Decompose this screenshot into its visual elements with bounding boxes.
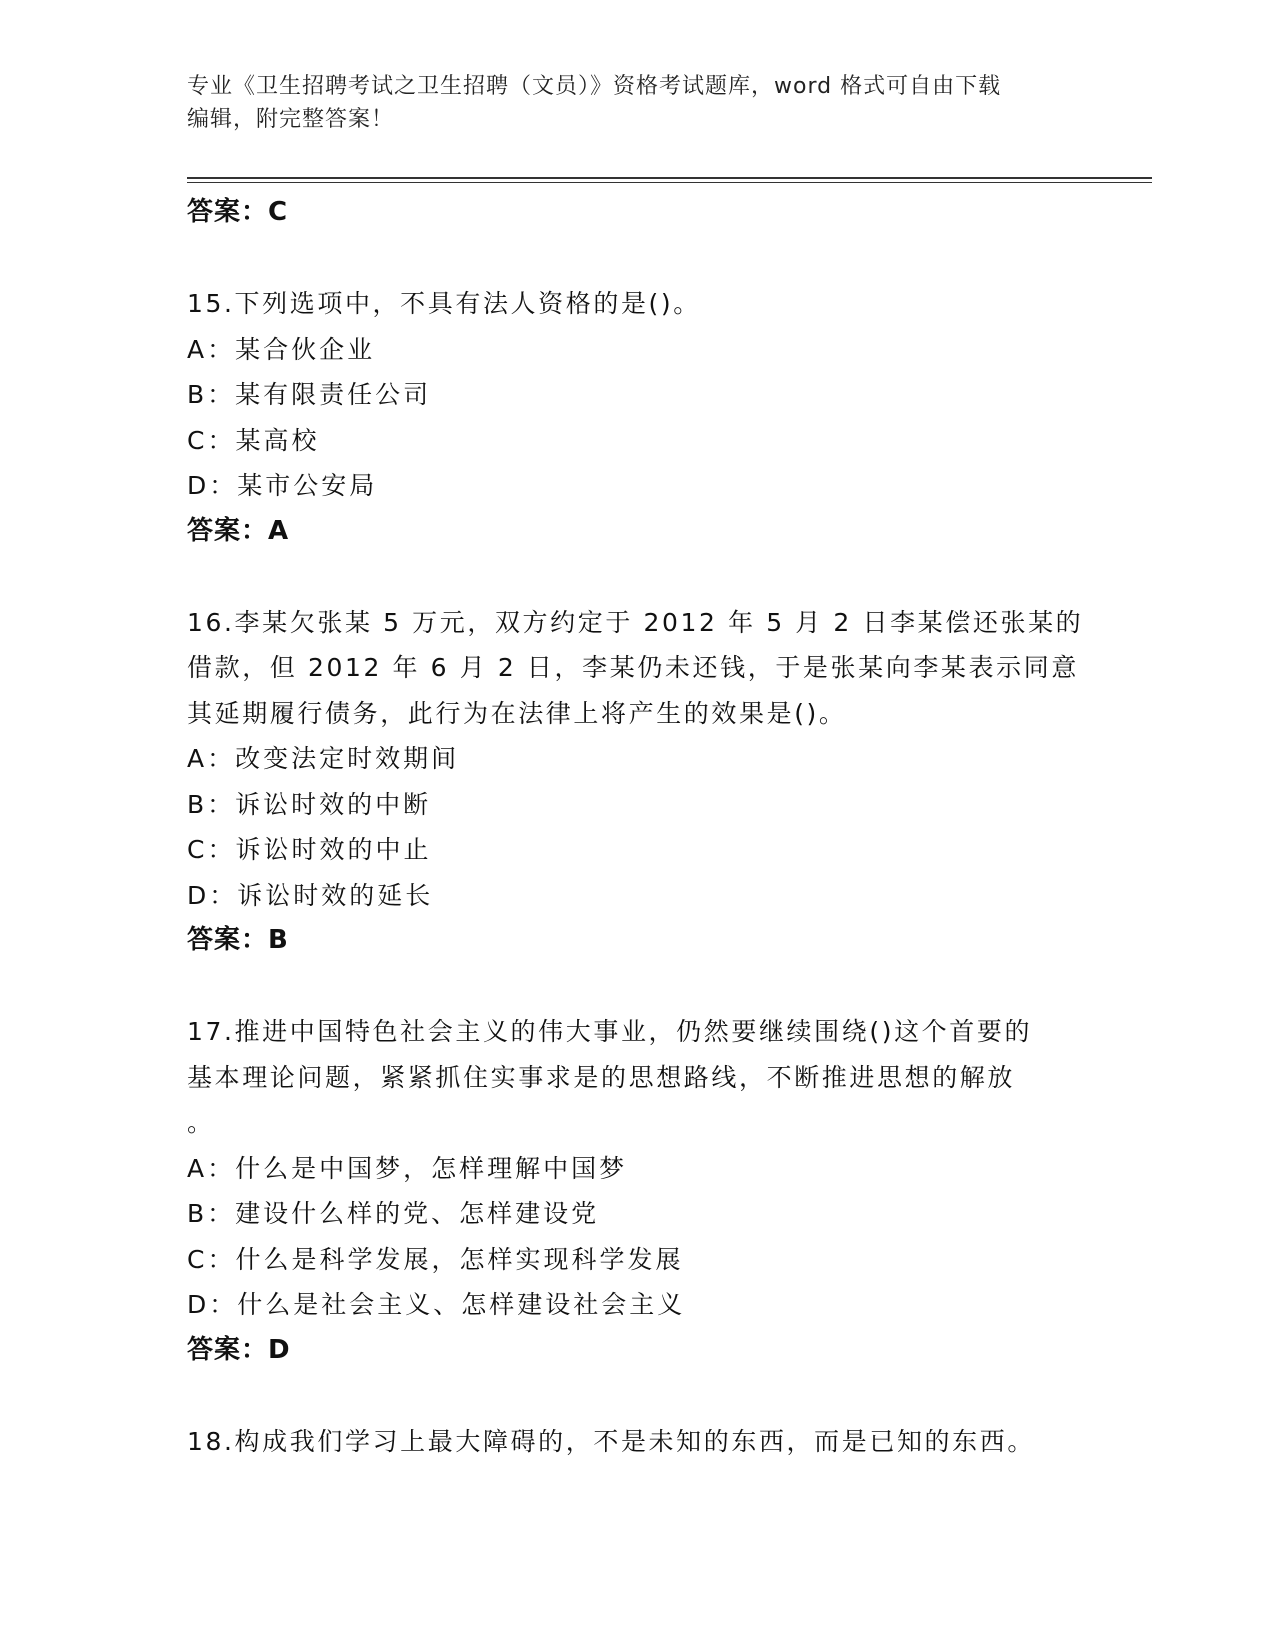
option-d: D：什么是社会主义、怎样建设社会主义	[187, 1290, 686, 1319]
question-15	[187, 281, 1087, 554]
question-stem-line: 16.李某欠张某 5 万元，双方约定于 2012 年 5 月 2 日李某偿还张某的	[187, 607, 1084, 637]
option-d: D：某市公安局	[187, 471, 378, 500]
question-stem: 15.下列选项中，不具有法人资格的是()。	[187, 289, 701, 318]
header-divider-thin	[187, 182, 1152, 183]
option-d: D：诉讼时效的延长	[187, 880, 434, 910]
answer: 答案：B	[187, 925, 289, 955]
option-a: A：某合伙企业	[187, 334, 376, 364]
option-a: A：改变法定时效期间	[187, 744, 460, 773]
spacer	[187, 964, 1087, 1010]
question-stem: 18.构成我们学习上最大障碍的，不是未知的东西，而是已知的东西。	[187, 1426, 1035, 1456]
question-list	[187, 190, 1087, 1464]
answer-previous: 答案：C	[187, 197, 289, 227]
option-c: C：某高校	[187, 425, 320, 455]
question-stem-line: 17.推进中国特色社会主义的伟大事业，仍然要继续围绕()这个首要的	[187, 1017, 1033, 1046]
question-stem-line: 。	[187, 1108, 215, 1137]
question-stem-line: 基本理论问题，紧紧抓住实事求是的思想路线，不断推进思想的解放	[187, 1062, 1016, 1092]
question-17	[187, 1009, 1087, 1373]
answer: 答案：A	[187, 515, 290, 546]
document-header	[187, 70, 1067, 136]
option-a: A：什么是中国梦，怎样理解中国梦	[187, 1153, 628, 1183]
question-stem-line: 其延期履行债务，此行为在法律上将产生的效果是()。	[187, 698, 847, 728]
question-18	[187, 1419, 1087, 1465]
question-stem-line: 借款，但 2012 年 6 月 2 日，李某仍未还钱，于是张某向李某表示同意	[187, 653, 1079, 682]
spacer	[187, 554, 1087, 600]
header-line-1: 专业《卫生招聘考试之卫生招聘（文员）》资格考试题库，word 格式可自由下载	[187, 74, 1002, 99]
spacer	[187, 236, 1087, 282]
option-b: B：某有限责任公司	[187, 380, 432, 409]
question-16	[187, 600, 1087, 964]
option-c: C：什么是科学发展，怎样实现科学发展	[187, 1244, 684, 1274]
header-line-2: 编辑，附完整答案！	[187, 107, 395, 132]
option-b: B：建设什么样的党、怎样建设党	[187, 1199, 600, 1228]
header-divider-thick	[187, 177, 1152, 179]
option-b: B：诉讼时效的中断	[187, 789, 432, 819]
option-c: C：诉讼时效的中止	[187, 835, 432, 864]
spacer	[187, 1373, 1087, 1419]
answer: 答案：D	[187, 1334, 291, 1365]
